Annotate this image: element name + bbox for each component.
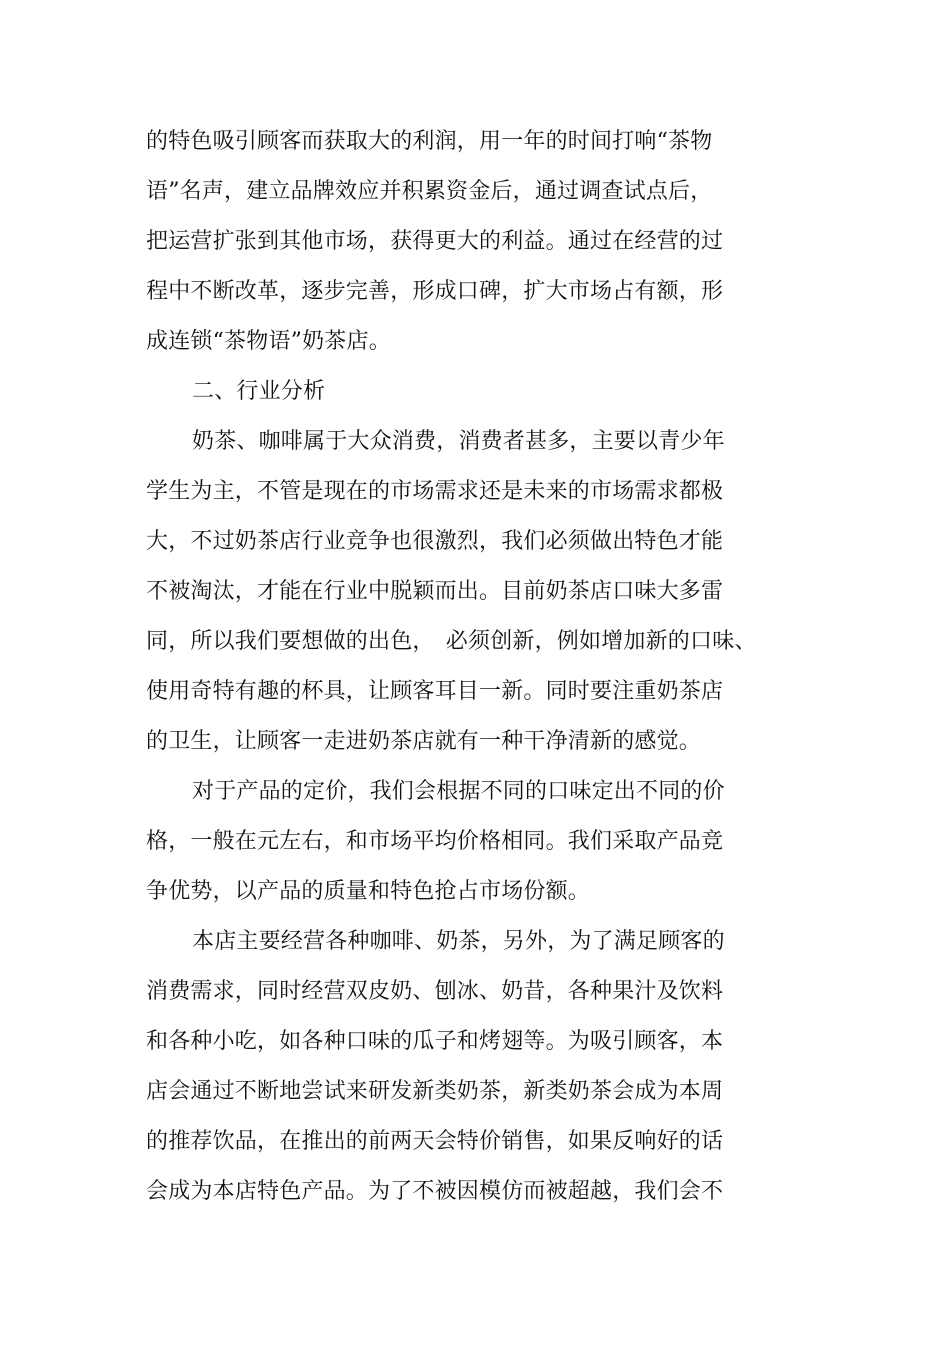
text-line: 的特色吸引顾客而获取大的利润，用一年的时间打响“茶物 [146,129,713,154]
text-line: 奶茶、咖啡属于大众消费，消费者甚多，主要以青少年 [192,429,725,454]
text-line: 消费需求，同时经营双皮奶、刨冰、奶昔，各种果汁及饮料 [146,979,724,1004]
text-line: 的推荐饮品，在推出的前两天会特价销售，如果反响好的话 [146,1129,724,1154]
text-line: 学生为主，不管是现在的市场需求还是未来的市场需求都极 [146,479,724,504]
text-line: 成连锁“茶物语”奶茶店。 [146,329,391,354]
text-line: 使用奇特有趣的杯具，让顾客耳目一新。同时要注重奶茶店 [146,679,724,704]
text-line: 不被淘汰，才能在行业中脱颖而出。目前奶茶店口味大多雷 [146,579,724,604]
text-line: 和各种小吃，如各种口味的瓜子和烤翅等。为吸引顾客，本 [146,1029,724,1054]
text-line: 会成为本店特色产品。为了不被因模仿而被超越，我们会不 [146,1179,724,1204]
text-line: 把运营扩张到其他市场，获得更大的利益。通过在经营的过 [146,229,724,254]
text-line: 本店主要经营各种咖啡、奶茶，另外，为了满足顾客的 [192,929,725,954]
text-line: 的卫生，让顾客一走进奶茶店就有一种干净清新的感觉。 [146,729,702,754]
text-line: 程中不断改革，逐步完善，形成口碑，扩大市场占有额，形 [146,279,724,304]
text-line: 大，不过奶茶店行业竞争也很激烈，我们必须做出特色才能 [146,529,724,554]
text-line: 同，所以我们要想做的出色， 必须创新，例如增加新的口味、 [146,629,757,654]
text-line: 语”名声，建立品牌效应并积累资金后，通过调查试点后， [146,179,713,204]
text-line: 争优势，以产品的质量和特色抢占市场份额。 [146,879,591,904]
text-line: 格，一般在元左右，和市场平均价格相同。我们采取产品竞 [146,829,724,854]
text-line: 对于产品的定价，我们会根据不同的口味定出不同的价 [192,779,725,804]
text-line: 店会通过不断地尝试来研发新类奶茶，新类奶茶会成为本周 [146,1079,724,1104]
section-heading: 二、行业分析 [192,379,326,404]
